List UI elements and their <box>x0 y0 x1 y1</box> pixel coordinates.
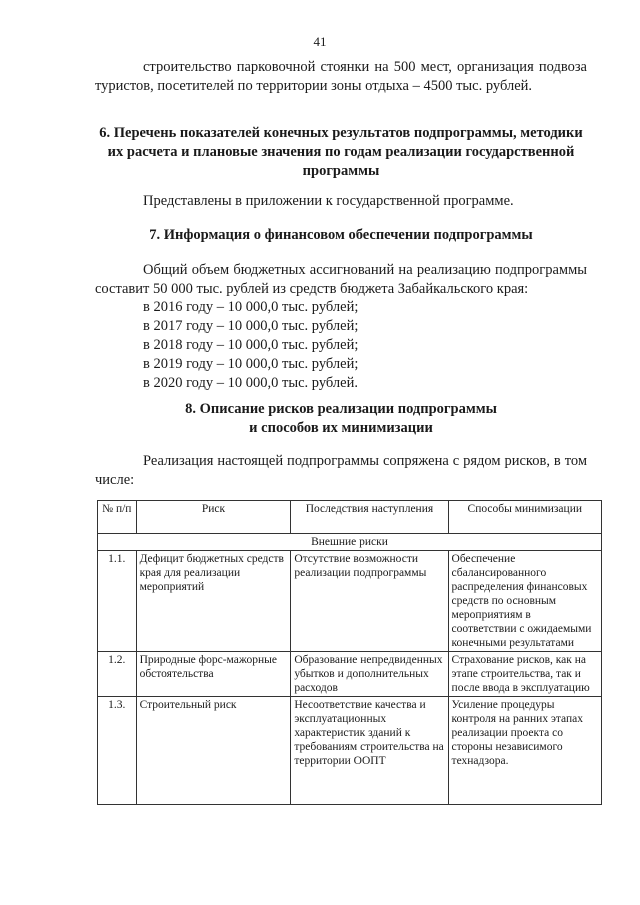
funding-year-2020: в 2020 году – 10 000,0 тыс. рублей. <box>143 375 358 391</box>
row-mitigation: Страхование рисков, как на этапе строительства, так и после ввода в эксплуатацию <box>448 652 601 697</box>
page-number: 41 <box>313 34 327 49</box>
header-number: № п/п <box>98 501 137 534</box>
row-number: 1.1. <box>98 551 137 652</box>
row-number: 1.3. <box>98 697 137 805</box>
row-risk: Строительный риск <box>136 697 291 805</box>
row-mitigation: Усиление процедуры контроля на ранних этапах реализации проекта со стороны независимого технадзора. <box>448 697 601 805</box>
row-risk: Природные форс-мажорные обстоятельства <box>136 652 291 697</box>
section-7-heading: 7. Информация о финансовом обеспечении подпрограммы <box>149 227 533 243</box>
table-row <box>98 697 602 805</box>
funding-year-2018: в 2018 году – 10 000,0 тыс. рублей; <box>143 337 359 353</box>
intro-paragraph: строительство парковочной стоянки на 500 мест, организация подвоза туристов, посетителей по территории зоны отдыха – 4500 тыс. рублей. <box>95 59 587 94</box>
funding-year-2016: в 2016 году – 10 000,0 тыс. рублей; <box>143 299 359 315</box>
table-group-row <box>98 534 602 551</box>
row-consequence: Несоответствие качества и эксплуатационных характеристик зданий к требованиям строительства на территории ООПТ <box>291 697 448 805</box>
table-row <box>98 551 602 652</box>
section-7-text: Общий объем бюджетных ассигнований на реализацию подпрограммы составит 50 000 тыс. рублей из средств бюджета Забайкальского края: <box>95 262 587 297</box>
row-consequence: Образование непредвиденных убытков и дополнительных расходов <box>291 652 448 697</box>
section-8-heading-line-2: и способов их минимизации <box>249 420 433 436</box>
section-6-heading: 6. Перечень показателей конечных результатов подпрограммы, методики их расчета и плановые значения по годам реализации государственной программы <box>99 125 583 179</box>
table-header-row <box>98 501 602 534</box>
row-number: 1.2. <box>98 652 137 697</box>
funding-years-list <box>143 298 358 393</box>
header-risk: Риск <box>136 501 291 534</box>
header-consequence: Последствия наступления <box>291 501 448 534</box>
section-8-heading-line-1: 8. Описание рисков реализации подпрограммы <box>185 401 497 417</box>
risks-table <box>97 500 602 805</box>
funding-year-2017: в 2017 году – 10 000,0 тыс. рублей; <box>143 318 359 334</box>
row-risk: Дефицит бюджетных средств края для реализации мероприятий <box>136 551 291 652</box>
row-consequence: Отсутствие возможности реализации подпрограммы <box>291 551 448 652</box>
group-label: Внешние риски <box>98 534 602 551</box>
section-6-text: Представлены в приложении к государственной программе. <box>143 193 514 209</box>
row-mitigation: Обеспечение сбалансированного распределения финансовых средств по основным мероприятиям в соответствии с ожидаемыми конечными результатами <box>448 551 601 652</box>
table-row <box>98 652 602 697</box>
section-8-text: Реализация настоящей подпрограммы сопряжена с рядом рисков, в том числе: <box>95 453 587 488</box>
header-mitigation: Способы минимизации <box>448 501 601 534</box>
section-8-heading <box>95 400 587 438</box>
funding-year-2019: в 2019 году – 10 000,0 тыс. рублей; <box>143 356 359 372</box>
